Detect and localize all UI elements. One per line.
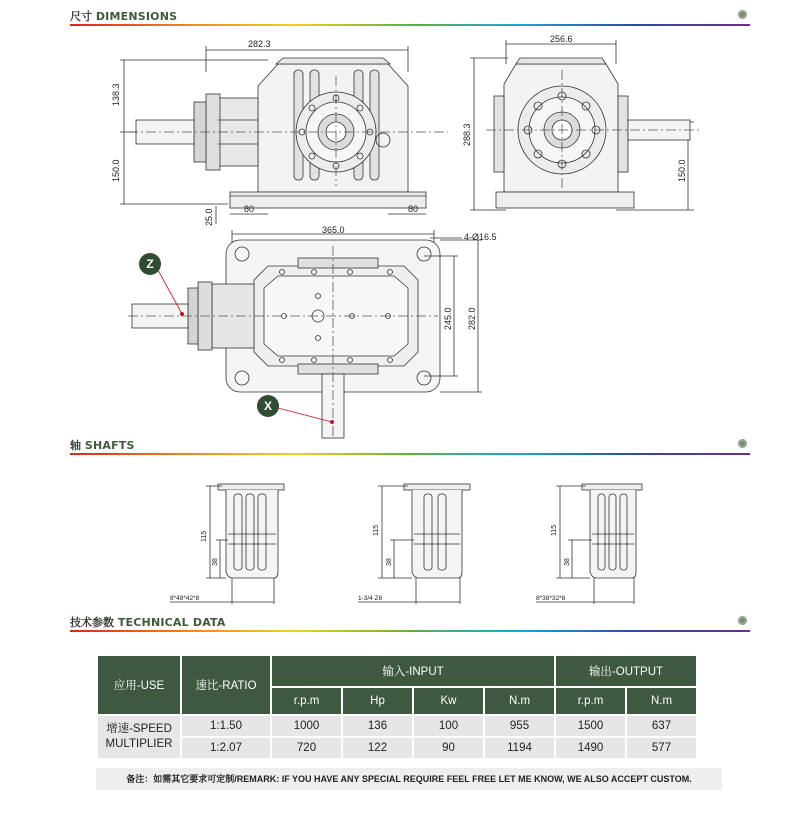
table-cell: 1000 [272,716,341,736]
dim-front-width: 282.3 [248,39,271,49]
table-cell: 1490 [556,738,625,758]
side-view-drawing [462,34,706,216]
shaft-2-key: 38 [386,558,393,566]
rainbow-divider [70,24,750,26]
subheader-input-rpm: r.p.m [272,688,341,714]
dim-front-foot-right: 80 [408,204,419,214]
subheader-input-nm: N.m [485,688,554,714]
dim-plan-inner: 245.0 [443,307,453,330]
dim-front-foot-left: 80 [244,204,255,214]
technical-title [70,614,226,630]
table-cell: 1500 [556,716,625,736]
dimensions-title-cn: 尺寸 [70,10,92,23]
section-dot-icon [738,616,747,625]
shaft-drawing-3 [532,478,662,608]
technical-section-header [70,614,750,630]
shaft-1-key: 38 [212,558,219,566]
section-dot-icon [738,10,747,19]
header-output: 输出-OUTPUT [556,656,696,686]
section-dot-icon [738,439,747,448]
table-cell: 577 [627,738,696,758]
table-row [98,738,696,758]
subheader-output-nm: N.m [627,688,696,714]
table-cell: 122 [343,738,412,758]
table-cell: 1194 [485,738,554,758]
shaft-drawing-2 [354,478,484,608]
subheader-input-kw: Kw [414,688,483,714]
plan-view-drawing [118,226,518,442]
dim-side-width: 256.6 [550,34,573,44]
shaft-2-spline: 1-3/4 Z6 [358,595,383,602]
shaft-1-spline: 8*48*42*8 [170,595,200,602]
dim-front-top: 138.3 [111,83,121,106]
remark-note: 备注：如需其它要求可定制/REMARK: IF YOU HAVE ANY SPECIAL REQUIRE FEEL FREE LET ME KNOW, WE ALSO ACCEPT CUSTOM. [96,768,722,790]
shaft-3-spline: 8*38*32*8 [536,595,566,602]
shaft-1-length: 115 [201,530,208,542]
shaft-drawing-1 [166,478,296,608]
dim-front-shaft-height: 150.0 [111,159,121,182]
rainbow-divider [70,630,750,632]
dimensions-title [70,8,177,24]
rainbow-divider [70,453,750,455]
front-view-drawing [108,36,460,226]
ratio-cell: 1:2.07 [182,738,270,758]
technical-title-cn: 技术参数 [70,616,114,629]
marker-x-label: X [263,399,273,413]
dim-side-shaft-height: 150.0 [677,159,687,182]
dimensions-title-en: DIMENSIONS [95,10,178,23]
dim-side-height: 288.3 [462,123,472,146]
table-cell: 90 [414,738,483,758]
ratio-cell: 1:1.50 [182,716,270,736]
use-value: 增速-SPEED MULTIPLIER [98,716,180,758]
table-cell: 955 [485,716,554,736]
dim-plan-length: 365.0 [322,225,345,235]
technical-data-table [96,654,698,760]
dim-plan-outer: 282.0 [467,307,477,330]
dim-front-base: 25.0 [204,208,214,226]
shafts-title-cn: 轴 [70,439,81,452]
technical-title-en: TECHNICAL DATA [117,616,226,629]
subheader-output-rpm: r.p.m [556,688,625,714]
header-use: 应用-USE [98,656,180,714]
dim-plan-holes: 4-Ø16.5 [464,232,497,242]
marker-z-label: Z [146,257,154,271]
shafts-title-en: SHAFTS [84,439,135,452]
shafts-title [70,437,135,453]
table-cell: 637 [627,716,696,736]
shaft-3-key: 38 [564,558,571,566]
table-cell: 136 [343,716,412,736]
dimensions-section-header [70,8,750,24]
shaft-3-length: 115 [551,524,558,536]
shafts-section-header [70,437,750,453]
shaft-2-length: 115 [373,524,380,536]
table-cell: 100 [414,716,483,736]
subheader-input-hp: Hp [343,688,412,714]
table-cell: 720 [272,738,341,758]
header-ratio: 速比-RATIO [182,656,270,714]
table-row [98,716,696,736]
header-input: 输入-INPUT [272,656,554,686]
